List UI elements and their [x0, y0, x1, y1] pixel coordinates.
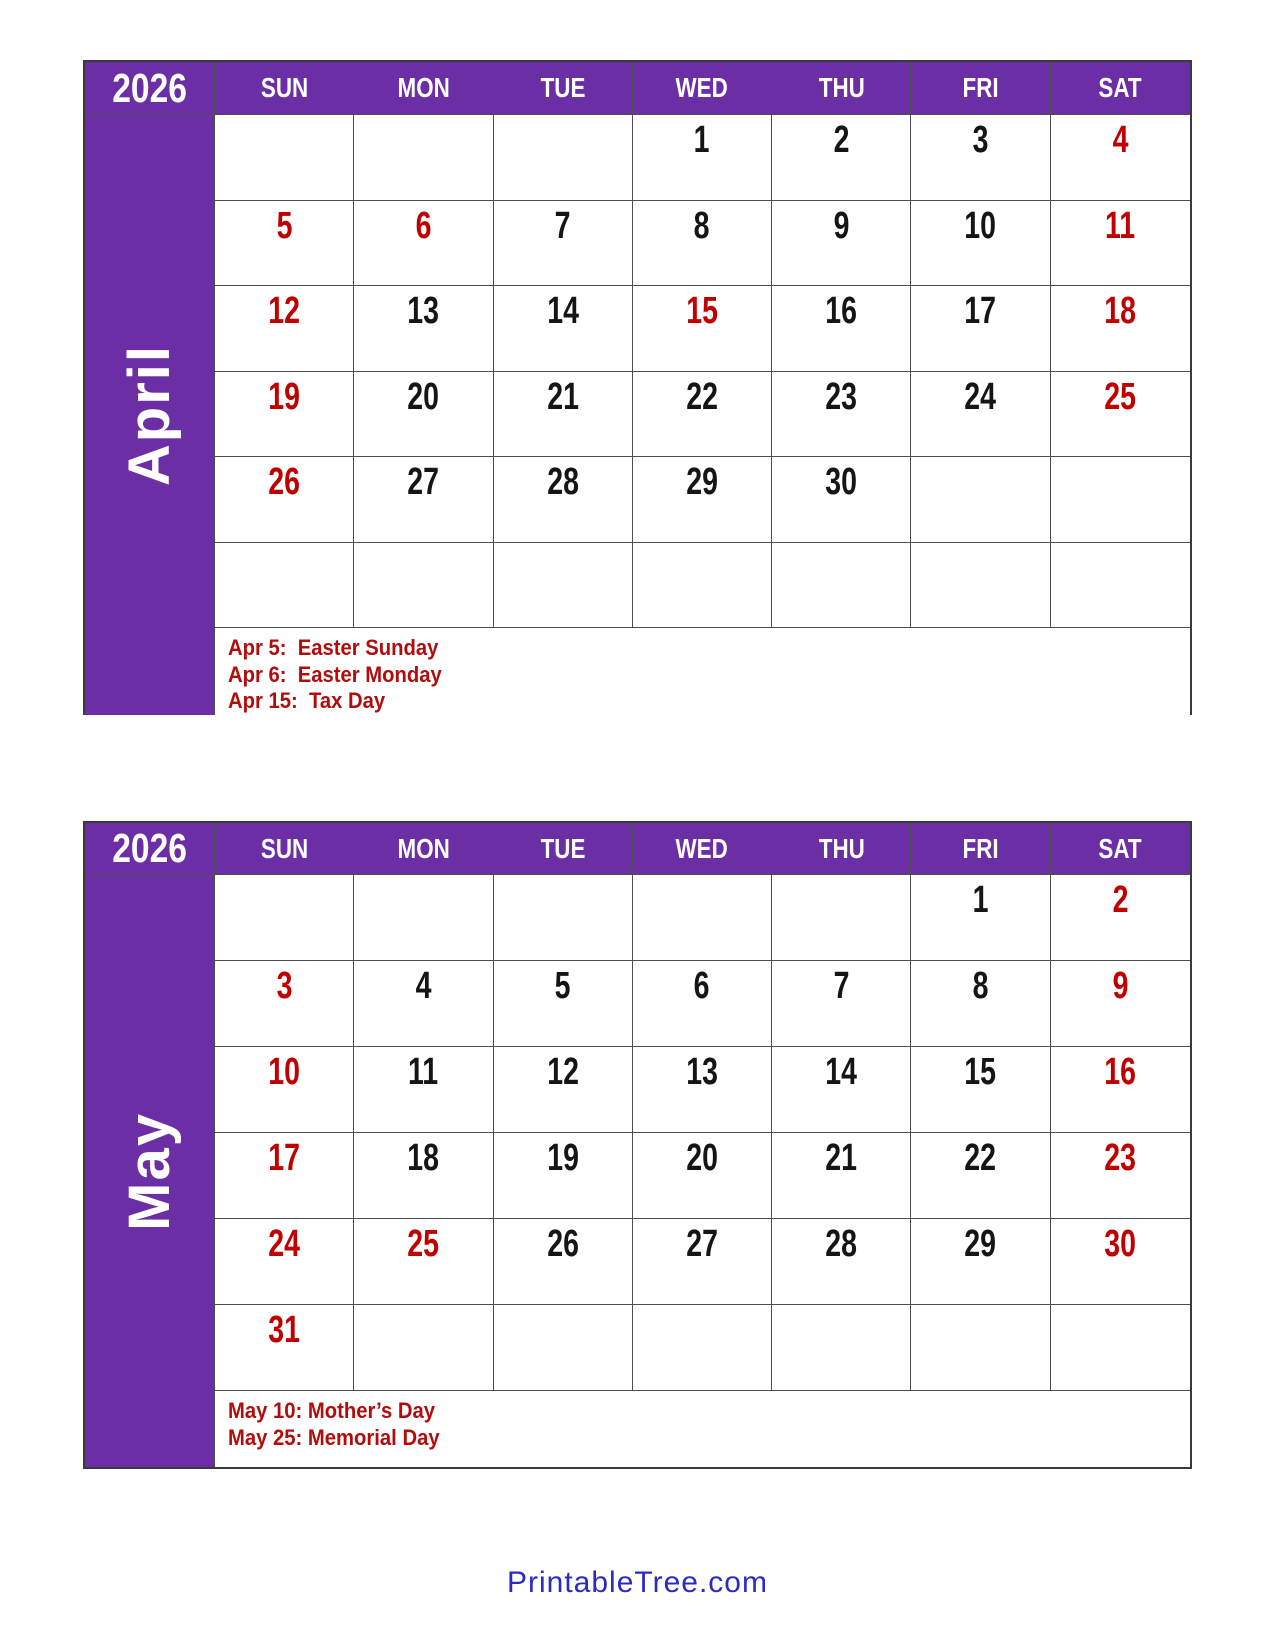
day-cell	[215, 372, 354, 458]
day-number: 25	[407, 1223, 440, 1265]
weekday-label: FRI	[962, 72, 999, 103]
day-cell	[215, 457, 354, 543]
day-cell	[772, 201, 911, 287]
holiday-note: May 10: Mother’s Day	[228, 1398, 436, 1423]
day-cell	[911, 875, 1050, 961]
day-number: 5	[554, 965, 571, 1007]
weekday-header-fri	[911, 62, 1050, 115]
day-cell	[772, 1133, 911, 1219]
weekday-label: THU	[818, 72, 865, 103]
day-cell	[354, 961, 493, 1047]
day-number: 9	[1112, 965, 1129, 1007]
day-cell	[633, 372, 772, 458]
holiday-note: Apr 6: Easter Monday	[228, 661, 442, 687]
day-cell	[911, 372, 1050, 458]
day-cell-empty	[215, 115, 354, 201]
weekday-header-wed	[633, 823, 772, 875]
year-label: 2026	[112, 64, 187, 111]
holiday-note: Apr 15: Tax Day	[228, 688, 386, 713]
day-number: 25	[1104, 375, 1137, 418]
day-cell	[911, 201, 1050, 287]
day-number: 26	[268, 461, 300, 503]
day-number: 16	[825, 290, 858, 332]
day-number: 12	[268, 290, 300, 332]
day-cell-empty	[911, 543, 1050, 629]
day-number: 29	[686, 461, 718, 503]
day-cell-empty	[354, 543, 493, 629]
weekday-label: TUE	[540, 832, 586, 864]
day-number: 20	[407, 375, 440, 418]
day-number: 11	[1105, 204, 1136, 247]
weekday-header-tue	[494, 823, 633, 875]
day-cell	[633, 457, 772, 543]
weekday-header-tue	[494, 62, 633, 115]
day-cell	[633, 1219, 772, 1305]
weekday-label: TUE	[540, 72, 586, 103]
day-number: 23	[1104, 1137, 1137, 1179]
day-cell	[1051, 1219, 1190, 1305]
day-number: 17	[964, 290, 997, 332]
year-cell	[85, 62, 215, 115]
day-cell	[354, 457, 493, 543]
day-cell	[911, 1047, 1050, 1133]
weekday-label: SUN	[260, 832, 308, 864]
weekday-label: MON	[397, 832, 450, 864]
day-cell-empty	[633, 543, 772, 629]
day-number: 22	[964, 1137, 997, 1179]
april-calendar	[83, 60, 1192, 715]
day-number: 15	[686, 290, 718, 332]
day-number: 9	[833, 204, 850, 247]
day-cell	[911, 286, 1050, 372]
day-number: 10	[964, 204, 997, 247]
day-cell	[772, 961, 911, 1047]
weekday-header-wed	[633, 62, 772, 115]
day-cell	[215, 1047, 354, 1133]
day-cell	[354, 1133, 493, 1219]
day-cell	[354, 372, 493, 458]
weekday-label: WED	[675, 72, 729, 103]
day-cell	[772, 1047, 911, 1133]
day-number: 1	[694, 119, 710, 161]
day-cell	[494, 201, 633, 287]
day-cell	[633, 115, 772, 201]
day-number: 6	[415, 204, 432, 247]
day-cell-empty	[494, 1305, 633, 1391]
day-cell	[494, 457, 633, 543]
weekday-label: THU	[818, 832, 865, 864]
day-cell-empty	[1051, 543, 1190, 629]
day-cell	[354, 201, 493, 287]
day-number: 22	[686, 375, 718, 418]
day-number: 29	[964, 1223, 997, 1265]
month-label: May	[117, 1111, 182, 1231]
holiday-note: May 25: Memorial Day	[228, 1424, 440, 1450]
year-label: 2026	[112, 825, 187, 871]
day-cell-empty	[354, 115, 493, 201]
weekday-header-fri	[911, 823, 1050, 875]
day-number: 23	[825, 375, 858, 418]
year-cell	[85, 823, 215, 875]
day-cell	[1051, 201, 1190, 287]
day-number: 28	[825, 1223, 858, 1265]
weekday-label: SUN	[260, 72, 308, 103]
day-cell	[1051, 1047, 1190, 1133]
holiday-note: Apr 5: Easter Sunday	[228, 635, 439, 660]
weekday-header-thu	[772, 823, 911, 875]
day-cell-empty	[494, 543, 633, 629]
day-cell	[354, 1219, 493, 1305]
weekday-label: SAT	[1098, 832, 1142, 864]
day-cell	[633, 286, 772, 372]
day-cell	[633, 961, 772, 1047]
day-number: 12	[546, 1051, 579, 1093]
day-number: 2	[1112, 879, 1129, 921]
day-cell	[1051, 961, 1190, 1047]
day-cell	[215, 1219, 354, 1305]
weekday-header-sun	[215, 62, 354, 115]
day-number: 27	[686, 1223, 718, 1265]
day-cell	[494, 961, 633, 1047]
day-cell-empty	[494, 875, 633, 961]
day-number: 30	[825, 461, 858, 503]
holidays-block	[215, 1391, 1190, 1467]
day-number: 2	[833, 119, 850, 161]
day-cell	[494, 286, 633, 372]
day-cell-empty	[633, 875, 772, 961]
day-number: 21	[825, 1137, 858, 1179]
day-number: 18	[407, 1137, 440, 1179]
weekday-label: WED	[675, 832, 729, 864]
day-number: 15	[964, 1051, 997, 1093]
day-number: 19	[546, 1137, 579, 1179]
day-cell	[215, 961, 354, 1047]
may-calendar	[83, 821, 1192, 1469]
weekday-header-mon	[354, 823, 493, 875]
day-cell-empty	[633, 1305, 772, 1391]
day-number: 16	[1104, 1051, 1137, 1093]
day-number: 8	[972, 965, 989, 1007]
day-cell	[911, 961, 1050, 1047]
day-number: 28	[546, 461, 579, 503]
day-number: 13	[686, 1051, 718, 1093]
day-number: 13	[407, 290, 440, 332]
day-cell	[215, 1305, 354, 1391]
day-number: 10	[268, 1051, 300, 1093]
day-cell-empty	[215, 543, 354, 629]
day-number: 19	[268, 375, 300, 418]
day-cell-empty	[1051, 1305, 1190, 1391]
day-cell-empty	[911, 1305, 1050, 1391]
month-label: April	[117, 343, 182, 486]
day-number: 18	[1104, 290, 1137, 332]
day-number: 4	[415, 965, 432, 1007]
day-cell	[633, 201, 772, 287]
day-number: 8	[694, 204, 710, 247]
day-number: 7	[554, 204, 571, 247]
day-cell	[772, 115, 911, 201]
day-number: 1	[972, 879, 989, 921]
day-number: 21	[546, 375, 579, 418]
day-cell-empty	[1051, 457, 1190, 543]
day-cell	[215, 201, 354, 287]
day-cell	[494, 1047, 633, 1133]
day-number: 17	[268, 1137, 300, 1179]
weekday-header-thu	[772, 62, 911, 115]
day-cell-empty	[772, 1305, 911, 1391]
day-number: 5	[276, 204, 293, 247]
day-number: 24	[964, 375, 997, 418]
day-cell	[494, 1219, 633, 1305]
day-number: 30	[1104, 1223, 1137, 1265]
day-cell-empty	[215, 875, 354, 961]
day-cell	[911, 1219, 1050, 1305]
day-cell	[1051, 286, 1190, 372]
day-number: 26	[546, 1223, 579, 1265]
day-cell	[1051, 372, 1190, 458]
day-cell	[494, 372, 633, 458]
day-cell	[633, 1133, 772, 1219]
day-number: 20	[686, 1137, 718, 1179]
holidays-block	[215, 628, 1190, 715]
day-cell	[772, 1219, 911, 1305]
weekday-header-mon	[354, 62, 493, 115]
day-number: 4	[1112, 119, 1129, 161]
site-footer-link[interactable]: PrintableTree.com	[507, 1566, 768, 1599]
day-number: 14	[825, 1051, 858, 1093]
day-number: 3	[972, 119, 989, 161]
day-number: 3	[276, 965, 293, 1007]
day-number: 7	[833, 965, 850, 1007]
day-cell-empty	[772, 875, 911, 961]
day-number: 6	[694, 965, 710, 1007]
day-cell-empty	[772, 543, 911, 629]
day-number: 27	[407, 461, 440, 503]
day-cell	[772, 457, 911, 543]
day-cell	[772, 286, 911, 372]
day-cell	[633, 1047, 772, 1133]
weekday-header-sun	[215, 823, 354, 875]
weekday-header-sat	[1051, 823, 1190, 875]
month-sidebar	[85, 115, 215, 715]
day-cell	[911, 115, 1050, 201]
day-cell	[1051, 1133, 1190, 1219]
day-number: 11	[408, 1051, 439, 1093]
day-cell-empty	[354, 875, 493, 961]
day-cell	[494, 1133, 633, 1219]
weekday-label: FRI	[962, 832, 999, 864]
day-cell-empty	[354, 1305, 493, 1391]
weekday-label: MON	[397, 72, 450, 103]
month-sidebar	[85, 875, 215, 1467]
day-cell	[215, 286, 354, 372]
day-number: 31	[268, 1309, 300, 1351]
day-cell	[354, 1047, 493, 1133]
weekday-label: SAT	[1098, 72, 1142, 103]
day-cell	[1051, 875, 1190, 961]
day-number: 14	[546, 290, 579, 332]
day-cell	[215, 1133, 354, 1219]
weekday-header-sat	[1051, 62, 1190, 115]
day-cell	[354, 286, 493, 372]
day-cell-empty	[494, 115, 633, 201]
day-cell	[911, 1133, 1050, 1219]
day-cell	[772, 372, 911, 458]
day-cell	[1051, 115, 1190, 201]
day-cell-empty	[911, 457, 1050, 543]
day-number: 24	[268, 1223, 300, 1265]
